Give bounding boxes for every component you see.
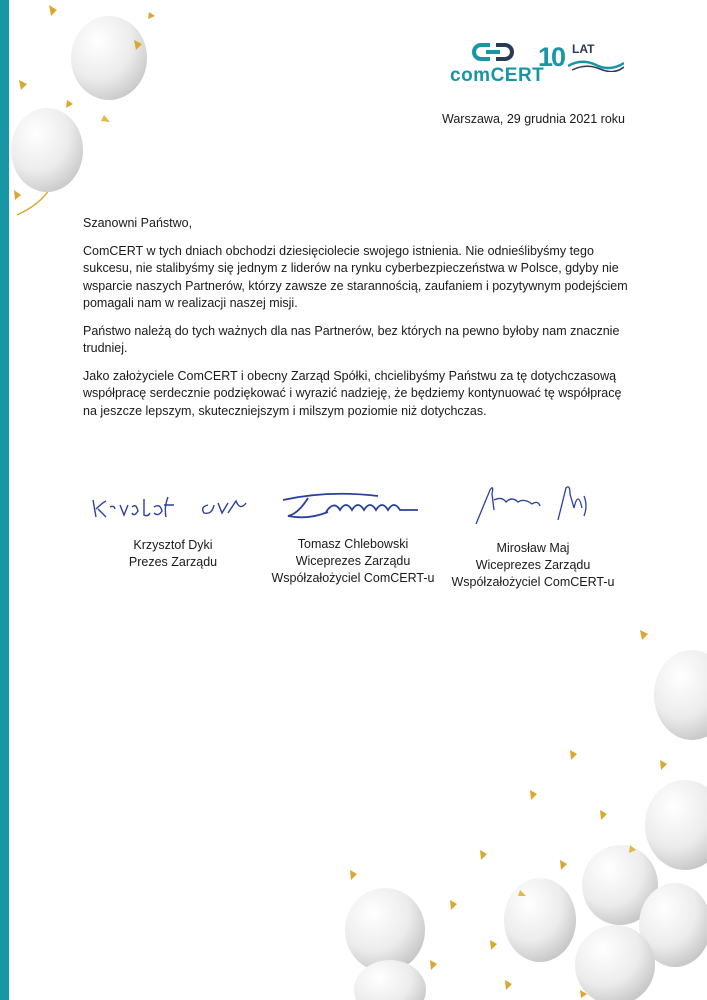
signatory-name: Tomasz Chlebowski: [297, 537, 409, 551]
signatory-role: Wiceprezes Zarządu: [475, 558, 591, 572]
handwritten-signature: [88, 485, 258, 525]
signatory-note: Współzałożyciel ComCERT-u: [271, 571, 435, 585]
comcert-logo-mark-icon: [472, 42, 514, 62]
handwritten-signature: [268, 486, 438, 524]
letter-paragraph: Państwo należą do tych ważnych dla nas Partnerów, bez których na pewno byłoby nam znacznie trudniej.: [83, 323, 620, 355]
signatory-block: [268, 486, 438, 587]
letter-body: [83, 215, 628, 430]
comcert-10-years-logo: [450, 40, 630, 88]
letter-paragraph: Jako założyciele ComCERT i obecny Zarząd Spółki, chcielibyśmy Państwu za tę dotychczasową współpracę serdecznie podziękować i wyrazić nadzieję, że będziemy kontynuować tę współpracę na jeszcze lepszym, skuteczniejszym i milszym poziomie niż dotychczas.: [83, 368, 622, 418]
balloons-top-left-decoration: [9, 0, 159, 230]
handwritten-signature: [448, 480, 618, 528]
signatory-role: Wiceprezes Zarządu: [295, 554, 411, 568]
balloons-bottom-right-decoration: [330, 620, 707, 1000]
logo-anniversary-label: LAT: [572, 42, 595, 56]
letter-date: Warszawa, 29 grudnia 2021 roku: [442, 112, 625, 126]
logo-wave-icon: [568, 58, 624, 72]
signatory-role: Prezes Zarządu: [128, 555, 218, 569]
letter-paragraph: ComCERT w tych dniach obchodzi dziesięciolecie swojego istnienia. Nie odnieślibyśmy tego sukcesu, nie stalibyśmy się jednym z liderów na rynku cyberbezpieczeństwa w Polsce, gdyby nie wsparcie naszych Partnerów, którzy zawsze ze starannością, zaufaniem i pozytywnym podejściem pomagali nam w realizacji naszej misji.: [83, 243, 628, 310]
signatory-name: Krzysztof Dyki: [133, 538, 213, 552]
signatory-name: Mirosław Maj: [496, 541, 570, 555]
signatory-block: [88, 485, 258, 571]
signatory-note: Współzałożyciel ComCERT-u: [451, 575, 615, 589]
letter-greeting: Szanowni Państwo,: [83, 216, 193, 230]
logo-anniversary-number: 10: [538, 42, 565, 72]
left-accent-bar: [0, 0, 9, 1000]
signatory-block: [448, 480, 618, 591]
logo-wordmark: comCERT: [450, 65, 545, 86]
